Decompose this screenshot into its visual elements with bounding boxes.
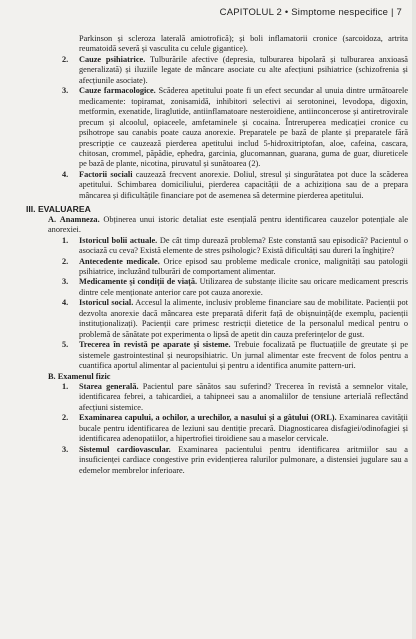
item-number: 3. <box>62 444 69 454</box>
item-text: Trebuie focalizată pe fluctuațiile de greutate și pe sistemele gastrointestinal și neuropsihiatric. Un jurnal alimentar este frecvent de folos pentru a cuantifica aportul alimentar al pacientului și pentru a identifica anumite pattern-uri. <box>79 340 409 371</box>
item-text: Examinarea cavității bucale pentru identificarea de leziuni sau dentiție precară. Diagnosticarea disfagiei/odinofagiei și identificarea adenopatiilor, a hipertrofiei tiroidiene sau a maselor cervicale. <box>79 413 408 444</box>
page-edge <box>412 0 416 639</box>
item-title: Factorii sociali <box>79 169 133 179</box>
item-title: Istoricul social. <box>79 298 134 308</box>
item-title: Antecedente medicale. <box>79 256 160 266</box>
item-number: 3. <box>62 86 69 96</box>
causes-list <box>56 55 408 201</box>
anamnesis-item-2 <box>56 257 408 278</box>
subsection-title: Anamneza. <box>59 214 100 224</box>
item-text: Scăderea apetitului poate fi un efect secundar al unuia dintre următoarele medicamente: topiramat, zonisamidă, inhibitori selectivi ai serotoninei, levodopa, digoxin, metformin, exenatide, liraglutide, antiinflamatoare nesteroidiene, antiinconcerose și antiretrovirale precum și alcoolul, opiaceele, amfetaminele și cocaina. Întreruperea medicației cronice cu psihotrope sau canabis poate cauza anorexie. Preparatele pe bază de plante și preparatele fără prescripție ce cauzează pierderea apetitului includ 5-hidroxitriptofan, aloe, cafeina, cascara, chitosan, crommel, păpădie, ephedra, garcinia, glucomannan, guarana, guma de guar, diureticele pe bază de plante, nicotina, piruvatul și sunătoarea (2). <box>79 86 408 169</box>
cause-item-3 <box>56 86 408 170</box>
item-number: 2. <box>62 256 69 266</box>
section-heading: III. EVALUAREA <box>26 204 91 215</box>
item-number: 4. <box>62 298 69 308</box>
exam-item-2 <box>56 413 408 444</box>
intro-paragraph: Parkinson și scleroza laterală amiotrofică); și boli inflamatorii cronice (sarcoidoza, artrita reumatoidă severă și vasculita cu celule gigantice). <box>79 34 408 54</box>
subsection-letter: B. <box>48 371 56 381</box>
subsection-b-heading <box>42 372 408 382</box>
anamnesis-list <box>56 236 408 372</box>
subsection-letter: A. <box>48 214 57 224</box>
item-number: 1. <box>62 235 69 245</box>
item-title: Sistemul cardiovascular. <box>79 444 171 454</box>
item-text: Pacientul pare sănătos sau suferind? Trecerea în revistă a semnelor vitale, identificarea febrei, a tahicardiei, a tahipneei sau a anomaliilor de tensiune arterială reflectând afecțiuni sistemice. <box>79 381 408 412</box>
running-header: CAPITOLUL 2 • Simptome nespecifice | 7 <box>219 7 402 18</box>
cause-item-4 <box>56 170 408 201</box>
item-number: 3. <box>62 277 69 287</box>
item-text: cauzează frecvent anorexie. Doliul, stresul și singurătatea pot duce la scăderea apetitului. Schimbarea domiciliului, pierderea capacității de a achiziționa sau de a prepara mâncarea și dificultățile financiare pot de asemenea să determine pierderea apetitului. <box>79 169 408 200</box>
item-text: De cât timp durează problema? Este constantă sau episodică? Pacientul o asociază cu ceva? Există elemente de stres psihologic? Există dificultăți sau dureri la înghițire? <box>79 235 408 256</box>
anamnesis-item-1 <box>56 236 408 257</box>
subsection-a-heading <box>42 215 408 236</box>
item-text: Tulburările afective (depresia, tulburarea bipolară și tulburarea anxioasă generalizată) și iluziile legate de mâncare asociate cu alte afecțiuni psihiatrice (schizofrenia și afecțiunile asociate). <box>79 54 408 85</box>
item-text: Accesul la alimente, inclusiv probleme financiare sau de mobilitate. Pacienții pot dezvolta anorexie dacă mâncarea este preparată diferit față de obișnuință(de exemplu, pacienții instituționalizați). Pacienții care primesc restricții dietetice de la personalul medical pentru o problemă de sănătate pot experimenta o lipsă de apetit din cauza preferințelor de gust. <box>79 298 408 339</box>
cause-item-2 <box>56 55 408 86</box>
anamnesis-item-5 <box>56 340 408 371</box>
subsection-text: Obținerea unui istoric detaliat este esențială pentru identificarea cauzelor potențiale ale anorexiei. <box>48 214 409 235</box>
item-title: Cauze psihiatrice. <box>79 54 146 64</box>
item-number: 1. <box>62 381 69 391</box>
item-title: Cauze farmacologice. <box>79 86 156 96</box>
item-title: Examinarea capului, a ochilor, a urechilor, a nasului și a gâtului (ORL). <box>79 413 337 423</box>
item-number: 2. <box>62 54 69 64</box>
page-body <box>26 34 409 476</box>
item-number: 5. <box>62 340 69 350</box>
item-number: 2. <box>62 413 69 423</box>
subsection-title: Examenul fizic <box>57 371 111 381</box>
item-title: Medicamente și condiții de viață. <box>79 277 198 287</box>
item-title: Trecerea în revistă pe aparate și sisteme. <box>79 340 231 350</box>
item-text: Examinarea pacientului pentru identificarea aritmiilor sau a insuficienței cardiace congestive prin evidențierea ralurilor pulmonare, a distensiei jugulare sau a edemelor membrelor inferioare. <box>79 444 408 475</box>
anamnesis-item-4 <box>56 298 408 340</box>
anamnesis-item-3 <box>56 277 408 298</box>
item-text: Orice episod sau probleme medicale cronice, malignități sau patologii psihiatrice, incluzând tulburări de comportament alimentar. <box>79 256 408 276</box>
exam-item-3 <box>56 445 408 476</box>
item-title: Istoricul bolii actuale. <box>79 235 158 245</box>
exam-item-1 <box>56 382 408 413</box>
physical-exam-list <box>56 382 408 476</box>
item-text: Utilizarea de substanțe ilicite sau oricare medicament prescris dintre cele menționate anterior care pot cauza anorexie. <box>79 277 408 297</box>
item-number: 4. <box>62 169 69 179</box>
item-title: Starea generală. <box>79 381 139 391</box>
